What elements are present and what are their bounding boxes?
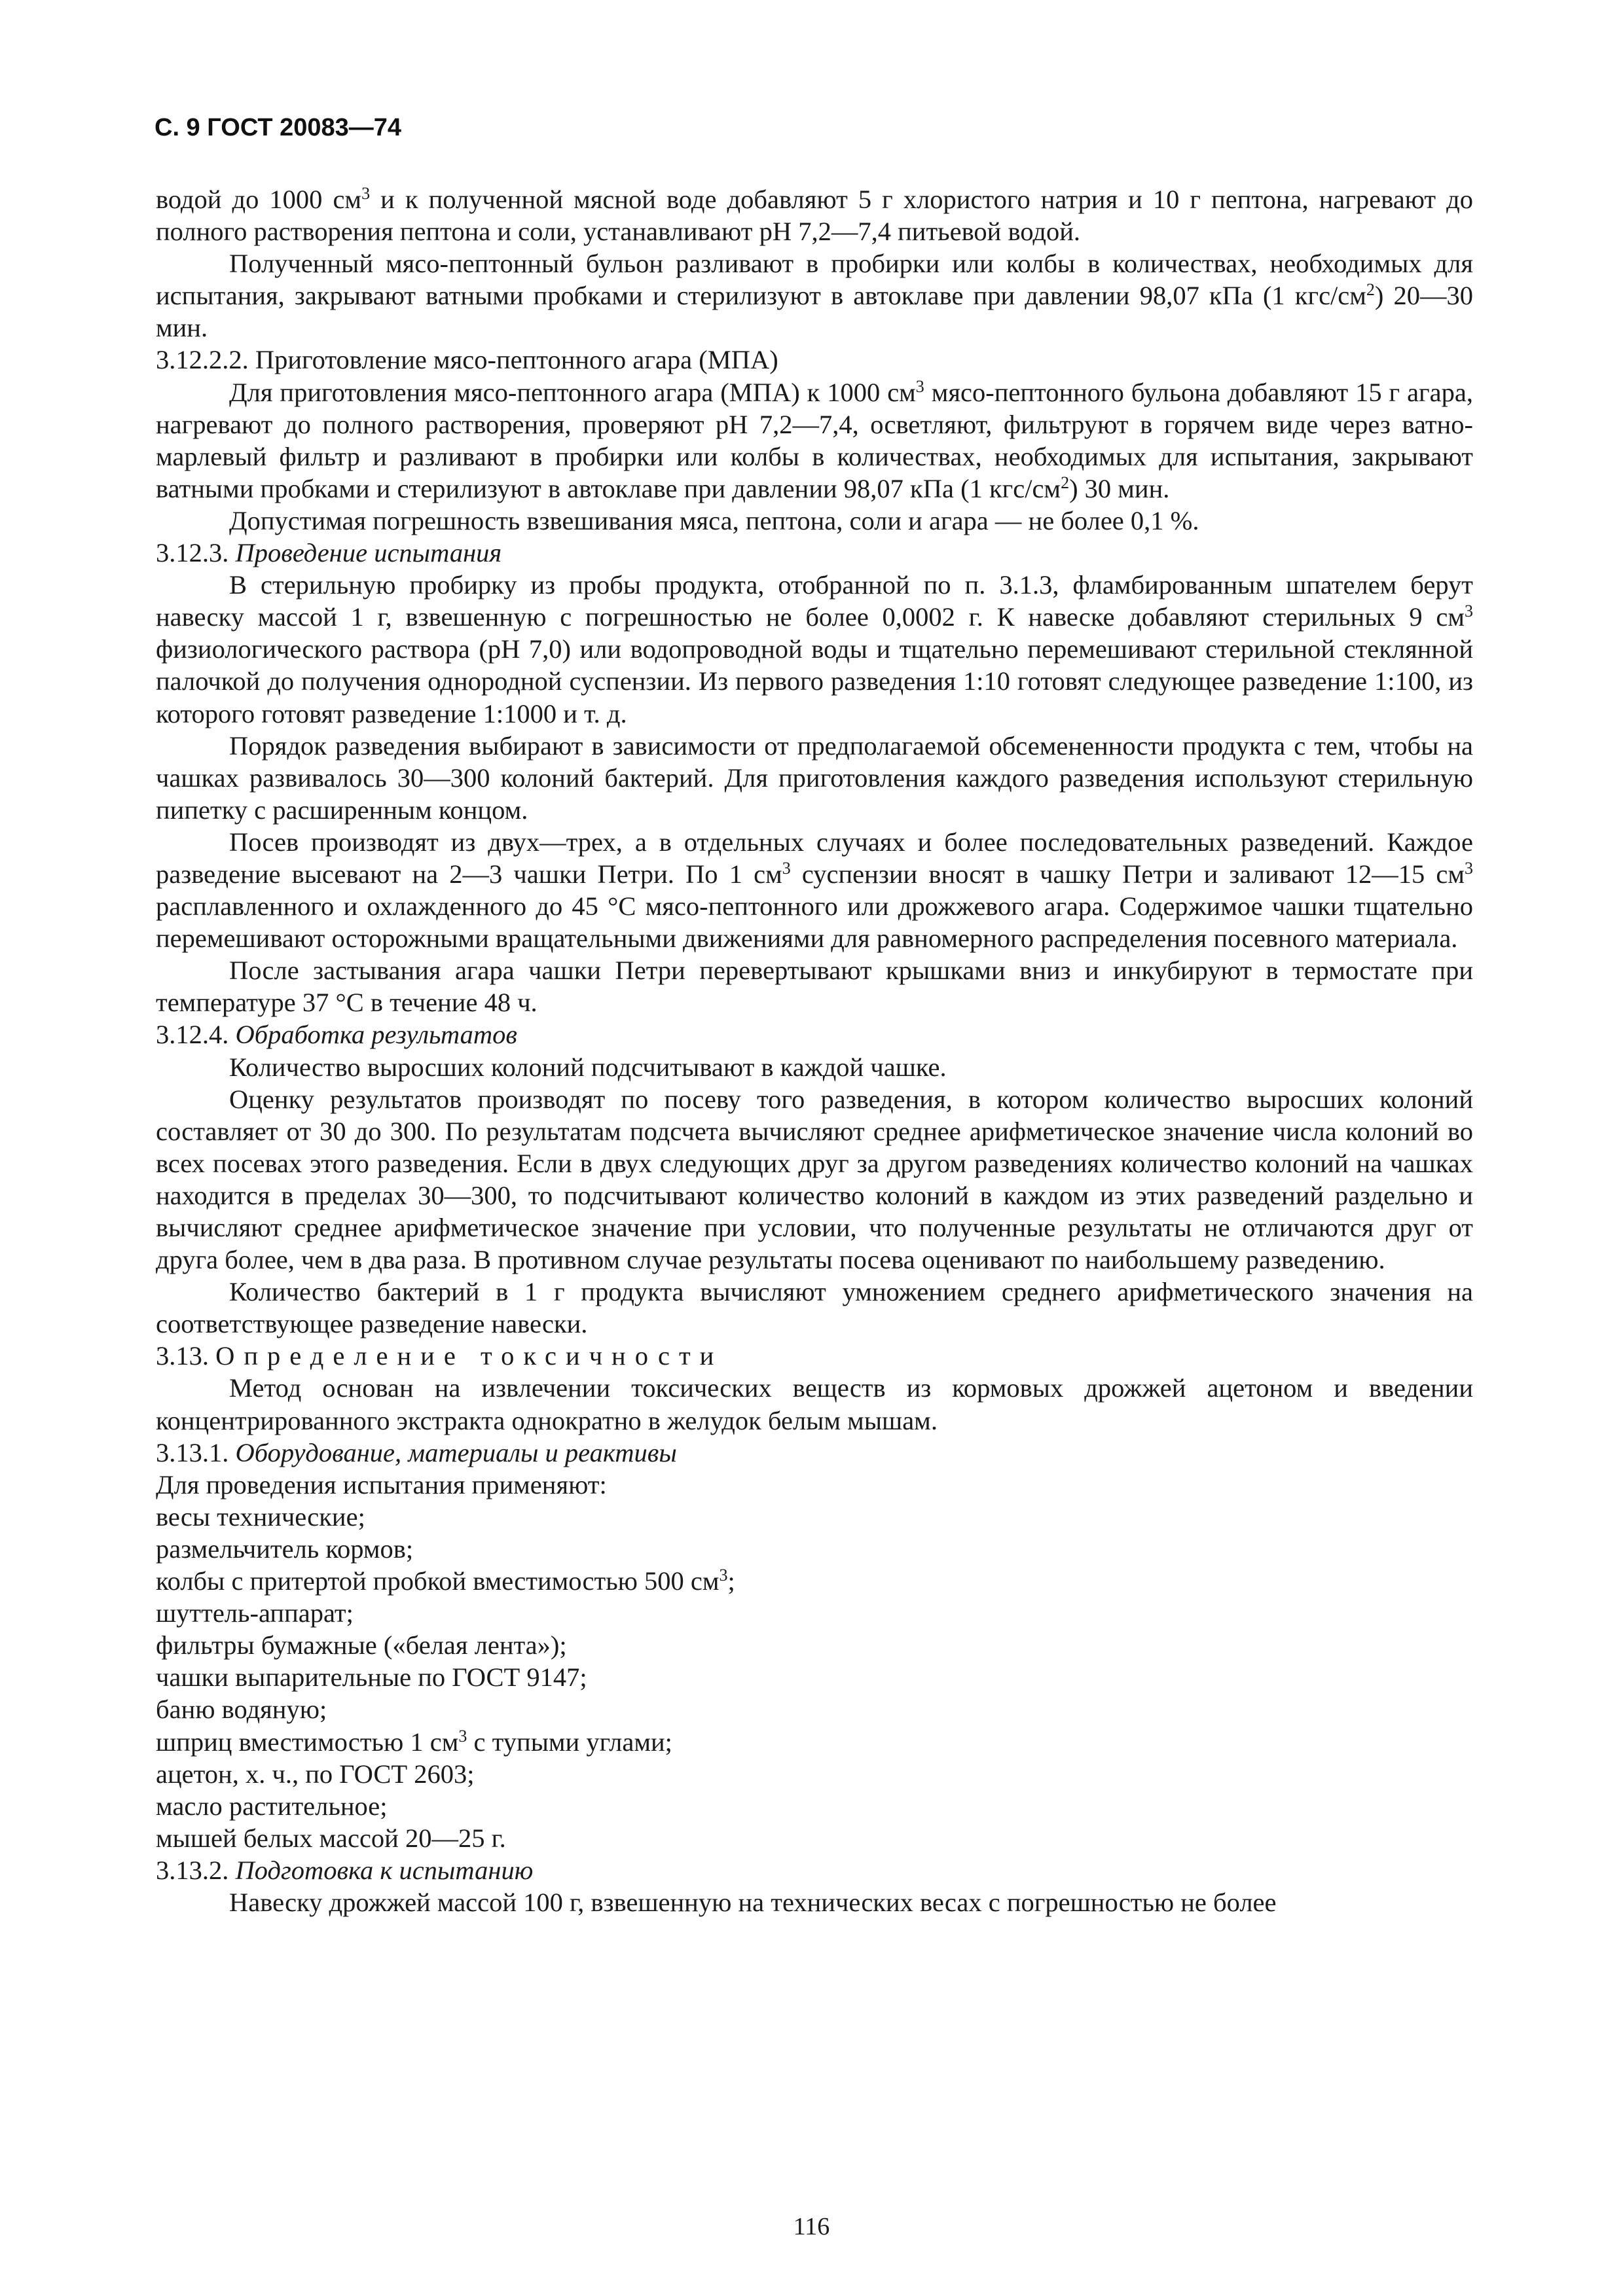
text: Полученный мясо-пептонный бульон разливают в пробирки или колбы в количествах, необходимых для испытания, закрывают ватными пробками и стерилизуют в автоклаве при давлении 98,07 кПа (1 кгс/см [156, 249, 1473, 311]
text: суспензии вносят в чашку Петри и заливают 12—15 см [790, 859, 1465, 889]
paragraph: Метод основан на извлечении токсических веществ из кормовых дрожжей ацетоном и введении концентрированного экстракта однократно в желудок белым мышам. [156, 1373, 1473, 1435]
text: физиологического раствора (рН 7,0) или водопроводной воды и тщательно перемешивают стерильной стеклянной палочкой до получения однородной суспензии. Из первого разведения 1:10 готовят следующее разведение 1:100, из которого готовят разведение 1:1000 и т. д. [156, 634, 1473, 728]
section-heading-3-12-2-2: 3.12.2.2. Приготовление мясо-пептонного агара (МПА) [156, 345, 778, 375]
superscript: 3 [1465, 601, 1473, 621]
paragraph [156, 183, 1473, 247]
paragraph [156, 376, 1473, 505]
document-body [156, 183, 1473, 1918]
section-number: 3.13.1. [156, 1437, 236, 1467]
section-title: Подготовка к испытанию [235, 1855, 534, 1885]
paragraph [156, 247, 1473, 344]
section-title: Проведение испытания [235, 538, 502, 568]
paragraph: Порядок разведения выбирают в зависимости от предполагаемой обсемененности продукта с тем, чтобы на чашках развивалось 30—300 колоний бактерий. Для приготовления каждого разведения используют стерильную пипетку с расширенным концом. [156, 730, 1473, 825]
superscript: 3 [361, 184, 371, 203]
paragraph: Навеску дрожжей массой 100 г, взвешенную на технических весах с погрешностью не более [229, 1887, 1277, 1917]
section-title: Определение токсичности [215, 1341, 723, 1371]
paragraph: После застывания агара чашки Петри перевертывают крышками вниз и инкубируют в термостате при температуре 37 °С в течение 48 ч. [156, 956, 1473, 1018]
list-item: шуттель-аппарат; [156, 1598, 354, 1628]
page-header: С. 9 ГОСТ 20083—74 [155, 114, 402, 141]
list-item: размельчитель кормов; [156, 1534, 414, 1564]
text: ) 30 мин. [1069, 473, 1170, 503]
section-number: 3.12.4. [156, 1020, 236, 1050]
superscript: 3 [458, 1726, 467, 1746]
superscript: 3 [1465, 858, 1473, 878]
page-number: 116 [793, 2213, 830, 2240]
text: Для приготовления мясо-пептонного агара (МПА) к 1000 см [229, 377, 916, 407]
section-title: Оборудование, материалы и реактивы [235, 1437, 677, 1467]
section-title: Обработка результатов [235, 1020, 517, 1050]
text: В стерильную пробирку из пробы продукта, отобранной по п. 3.1.3, фламбированным шпателем берут навеску массой 1 г, взвешенную с погрешностью не более 0,0002 г. К навеске добавляют стерильных 9 см [156, 570, 1473, 632]
section-heading-3-13-2 [156, 1854, 1473, 1886]
text: с тупыми углами; [467, 1727, 672, 1757]
section-heading-3-13-1 [156, 1437, 1473, 1469]
paragraph: Для проведения испытания применяют: [156, 1469, 607, 1499]
list-item: чашки выпарительные по ГОСТ 9147; [156, 1662, 587, 1693]
section-heading-3-12-4 [156, 1018, 1473, 1050]
list-item [156, 1565, 1473, 1597]
text: ) 20—30 мин. [156, 281, 1473, 343]
paragraph [156, 569, 1473, 729]
section-heading-3-13 [156, 1340, 1473, 1372]
text: водой до 1000 см [156, 185, 362, 214]
list-item: ацетон, х. ч., по ГОСТ 2603; [156, 1759, 475, 1789]
list-item: фильтры бумажные («белая лента»); [156, 1630, 567, 1660]
paragraph: Допустимая погрешность взвешивания мяса, пептона, соли и агара — не более 0,1 %. [229, 505, 1199, 535]
text: мясо-пептонного бульона добавляют 15 г агара, нагревают до полного растворения, проверяют рН 7,2—7,4, осветляют, фильтруют в горячем виде через ватно-марлевый фильтр и разливают в пробирки или колбы в количествах, необходимых для испытания, закрывают ватными пробками и стерилизуют в автоклаве при давлении 98,07 кПа (1 кгс/см [156, 377, 1473, 503]
list-item [156, 1726, 1473, 1758]
superscript: 3 [782, 858, 791, 878]
text: шприц вместимостью 1 см [156, 1727, 459, 1757]
superscript: 3 [719, 1566, 728, 1585]
list-item: мышей белых массой 20—25 г. [156, 1823, 506, 1853]
superscript: 2 [1061, 473, 1070, 492]
text: ; [727, 1566, 735, 1596]
section-number: 3.13.2. [156, 1855, 236, 1885]
text: и к полученной мясной воде добавляют 5 г хлористого натрия и 10 г пептона, нагревают до полного растворения пептона и соли, устанавливают рН 7,2—7,4 питьевой водой. [156, 185, 1474, 247]
superscript: 2 [1366, 280, 1375, 300]
section-number: 3.12.3. [156, 538, 236, 568]
paragraph: Количество бактерий в 1 г продукта вычисляют умножением среднего арифметического значения на соответствующее разведение навески. [156, 1277, 1473, 1339]
paragraph: Оценку результатов производят по посеву того разведения, в котором количество выросших колоний составляет от 30 до 300. По результатам подсчета вычисляют среднее арифметическое значение числа колоний во всех посевах этого разведения. Если в двух следующих друг за другом разведениях количество колоний на чашках находится в пределах 30—300, то подсчитывают количество колоний в каждом из этих разведений раздельно и вычисляют среднее арифметическое значение при условии, что полученные результаты не отличаются друг от друга более, чем в два раза. В противном случае результаты посева оценивают по наибольшему разведению. [156, 1084, 1473, 1275]
paragraph [156, 826, 1473, 954]
paragraph: Количество выросших колоний подсчитывают в каждой чашке. [229, 1052, 947, 1082]
list-item: баню водяную; [156, 1695, 327, 1725]
section-number: 3.13. [156, 1341, 216, 1371]
list-item: весы технические; [156, 1501, 365, 1532]
text: Посев производят из двух—трех, а в отдельных случаях и более последовательных разведений. Каждое разведение высевают на 2—3 чашки Петри. По 1 см [156, 827, 1473, 889]
text: расплавленного и охлажденного до 45 °С мясо-пептонного или дрожжевого агара. Содержимое чашки тщательно перемешивают осторожными вращательными движениями для равномерного распределения посевного материала. [156, 891, 1473, 954]
superscript: 3 [915, 376, 924, 396]
section-heading-3-12-3 [156, 537, 1473, 569]
text: колбы с притертой пробкой вместимостью 500 см [156, 1566, 720, 1596]
list-item: масло растительное; [156, 1791, 388, 1821]
